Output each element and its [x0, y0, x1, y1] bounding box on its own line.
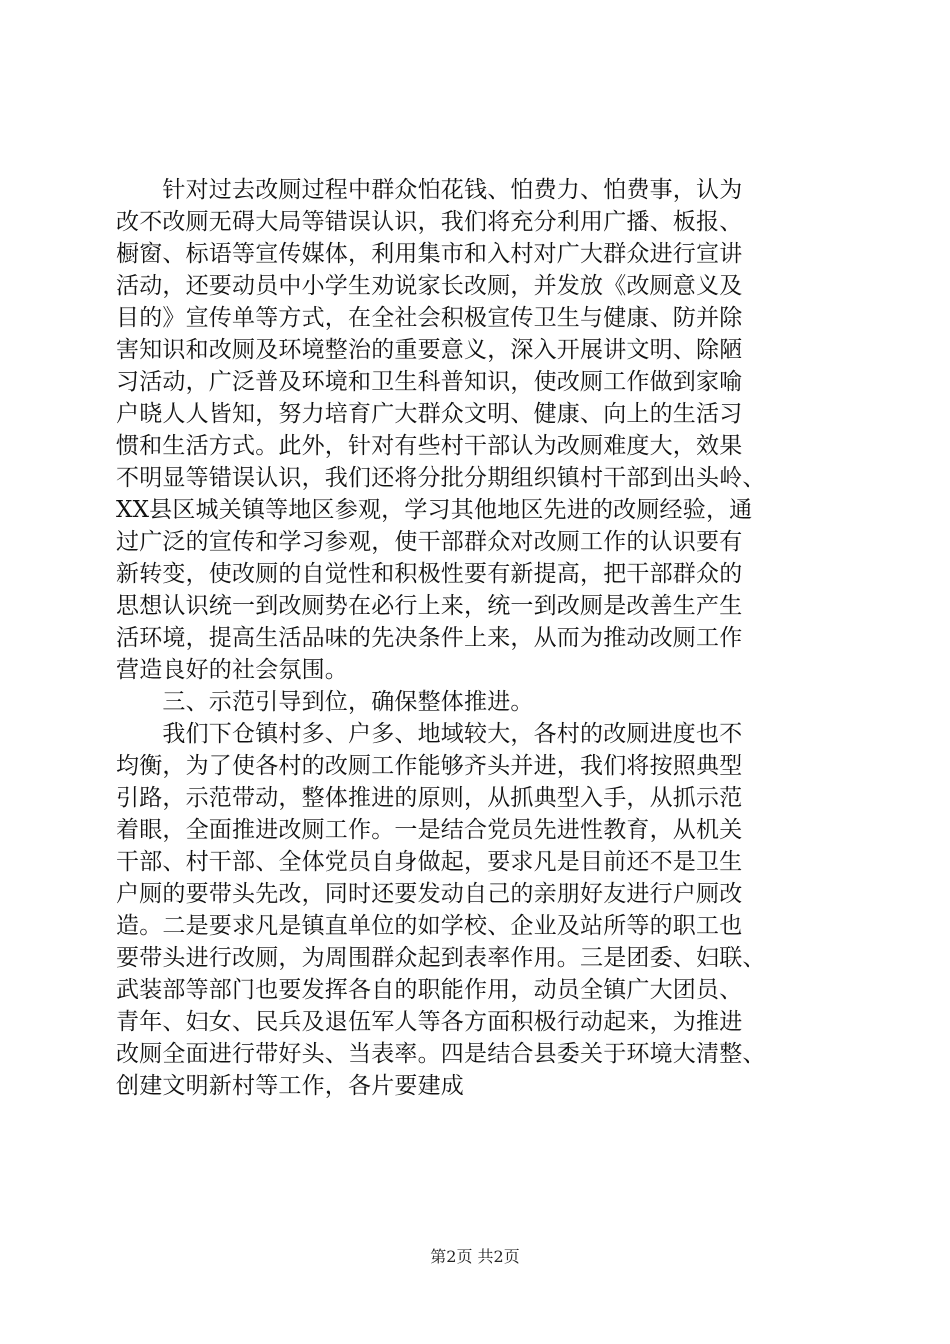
- text-line: 要带头进行改厕，为周围群众起到表率作用。三是团委、妇联、: [116, 945, 766, 971]
- text-line: 改不改厕无碍大局等错误认识，我们将充分利用广播、板报、: [116, 209, 743, 235]
- text-line: 新转变，使改厕的自觉性和积极性要有新提高，把干部群众的: [116, 561, 743, 587]
- page-number-footer: 第2页 共2页: [430, 1247, 520, 1266]
- text-line: 不明显等错误认识，我们还将分批分期组织镇村干部到出头岭、: [116, 465, 766, 491]
- text-line: 思想认识统一到改厕势在必行上来，统一到改厕是改善生产生: [116, 593, 743, 619]
- text-line: 造。二是要求凡是镇直单位的如学校、企业及站所等的职工也: [116, 913, 743, 939]
- text-line: 习活动，广泛普及环境和卫生科普知识，使改厕工作做到家喻: [116, 369, 743, 395]
- text-line: 户厕的要带头先改，同时还要发动自己的亲朋好友进行户厕改: [116, 881, 743, 907]
- text-line: 营造良好的社会氛围。: [116, 657, 348, 683]
- text-line: 改厕全面进行带好头、当表率。四是结合县委关于环境大清整、: [116, 1041, 766, 1067]
- text-line: 均衡，为了使各村的改厕工作能够齐头并进，我们将按照典型: [116, 753, 743, 779]
- text-line: 橱窗、标语等宣传媒体，利用集市和入村对广大群众进行宣讲: [116, 241, 743, 267]
- text-line: 我们下仓镇村多、户多、地域较大，各村的改厕进度也不: [116, 721, 743, 747]
- text-line: 活动，还要动员中小学生劝说家长改厕，并发放《改厕意义及: [116, 273, 743, 299]
- text-line: XX县区城关镇等地区参观，学习其他地区先进的改厕经验，通: [116, 497, 753, 523]
- text-line: 害知识和改厕及环境整治的重要意义，深入开展讲文明、除陋: [116, 337, 743, 363]
- text-line: 户晓人人皆知，努力培育广大群众文明、健康、向上的生活习: [116, 401, 743, 427]
- text-line: 活环境，提高生活品味的先决条件上来，从而为推动改厕工作: [116, 625, 743, 651]
- text-line: 目的》宣传单等方式，在全社会积极宣传卫生与健康、防并除: [116, 305, 743, 331]
- text-line: 针对过去改厕过程中群众怕花钱、怕费力、怕费事，认为: [116, 177, 743, 203]
- text-line: 引路，示范带动，整体推进的原则，从抓典型入手，从抓示范: [116, 785, 743, 811]
- text-line: 武装部等部门也要发挥各自的职能作用，动员全镇广大团员、: [116, 977, 743, 1003]
- section-heading: 三、示范引导到位，确保整体推进。: [116, 689, 534, 715]
- text-line: 过广泛的宣传和学习参观，使干部群众对改厕工作的认识要有: [116, 529, 743, 555]
- text-line: 惯和生活方式。此外，针对有些村干部认为改厕难度大，效果: [116, 433, 743, 459]
- text-line: 创建文明新村等工作，各片要建成: [116, 1073, 464, 1099]
- text-line: 着眼，全面推进改厕工作。一是结合党员先进性教育，从机关: [116, 817, 743, 843]
- text-line: 干部、村干部、全体党员自身做起，要求凡是目前还不是卫生: [116, 849, 743, 875]
- text-line: 青年、妇女、民兵及退伍军人等各方面积极行动起来，为推进: [116, 1009, 743, 1035]
